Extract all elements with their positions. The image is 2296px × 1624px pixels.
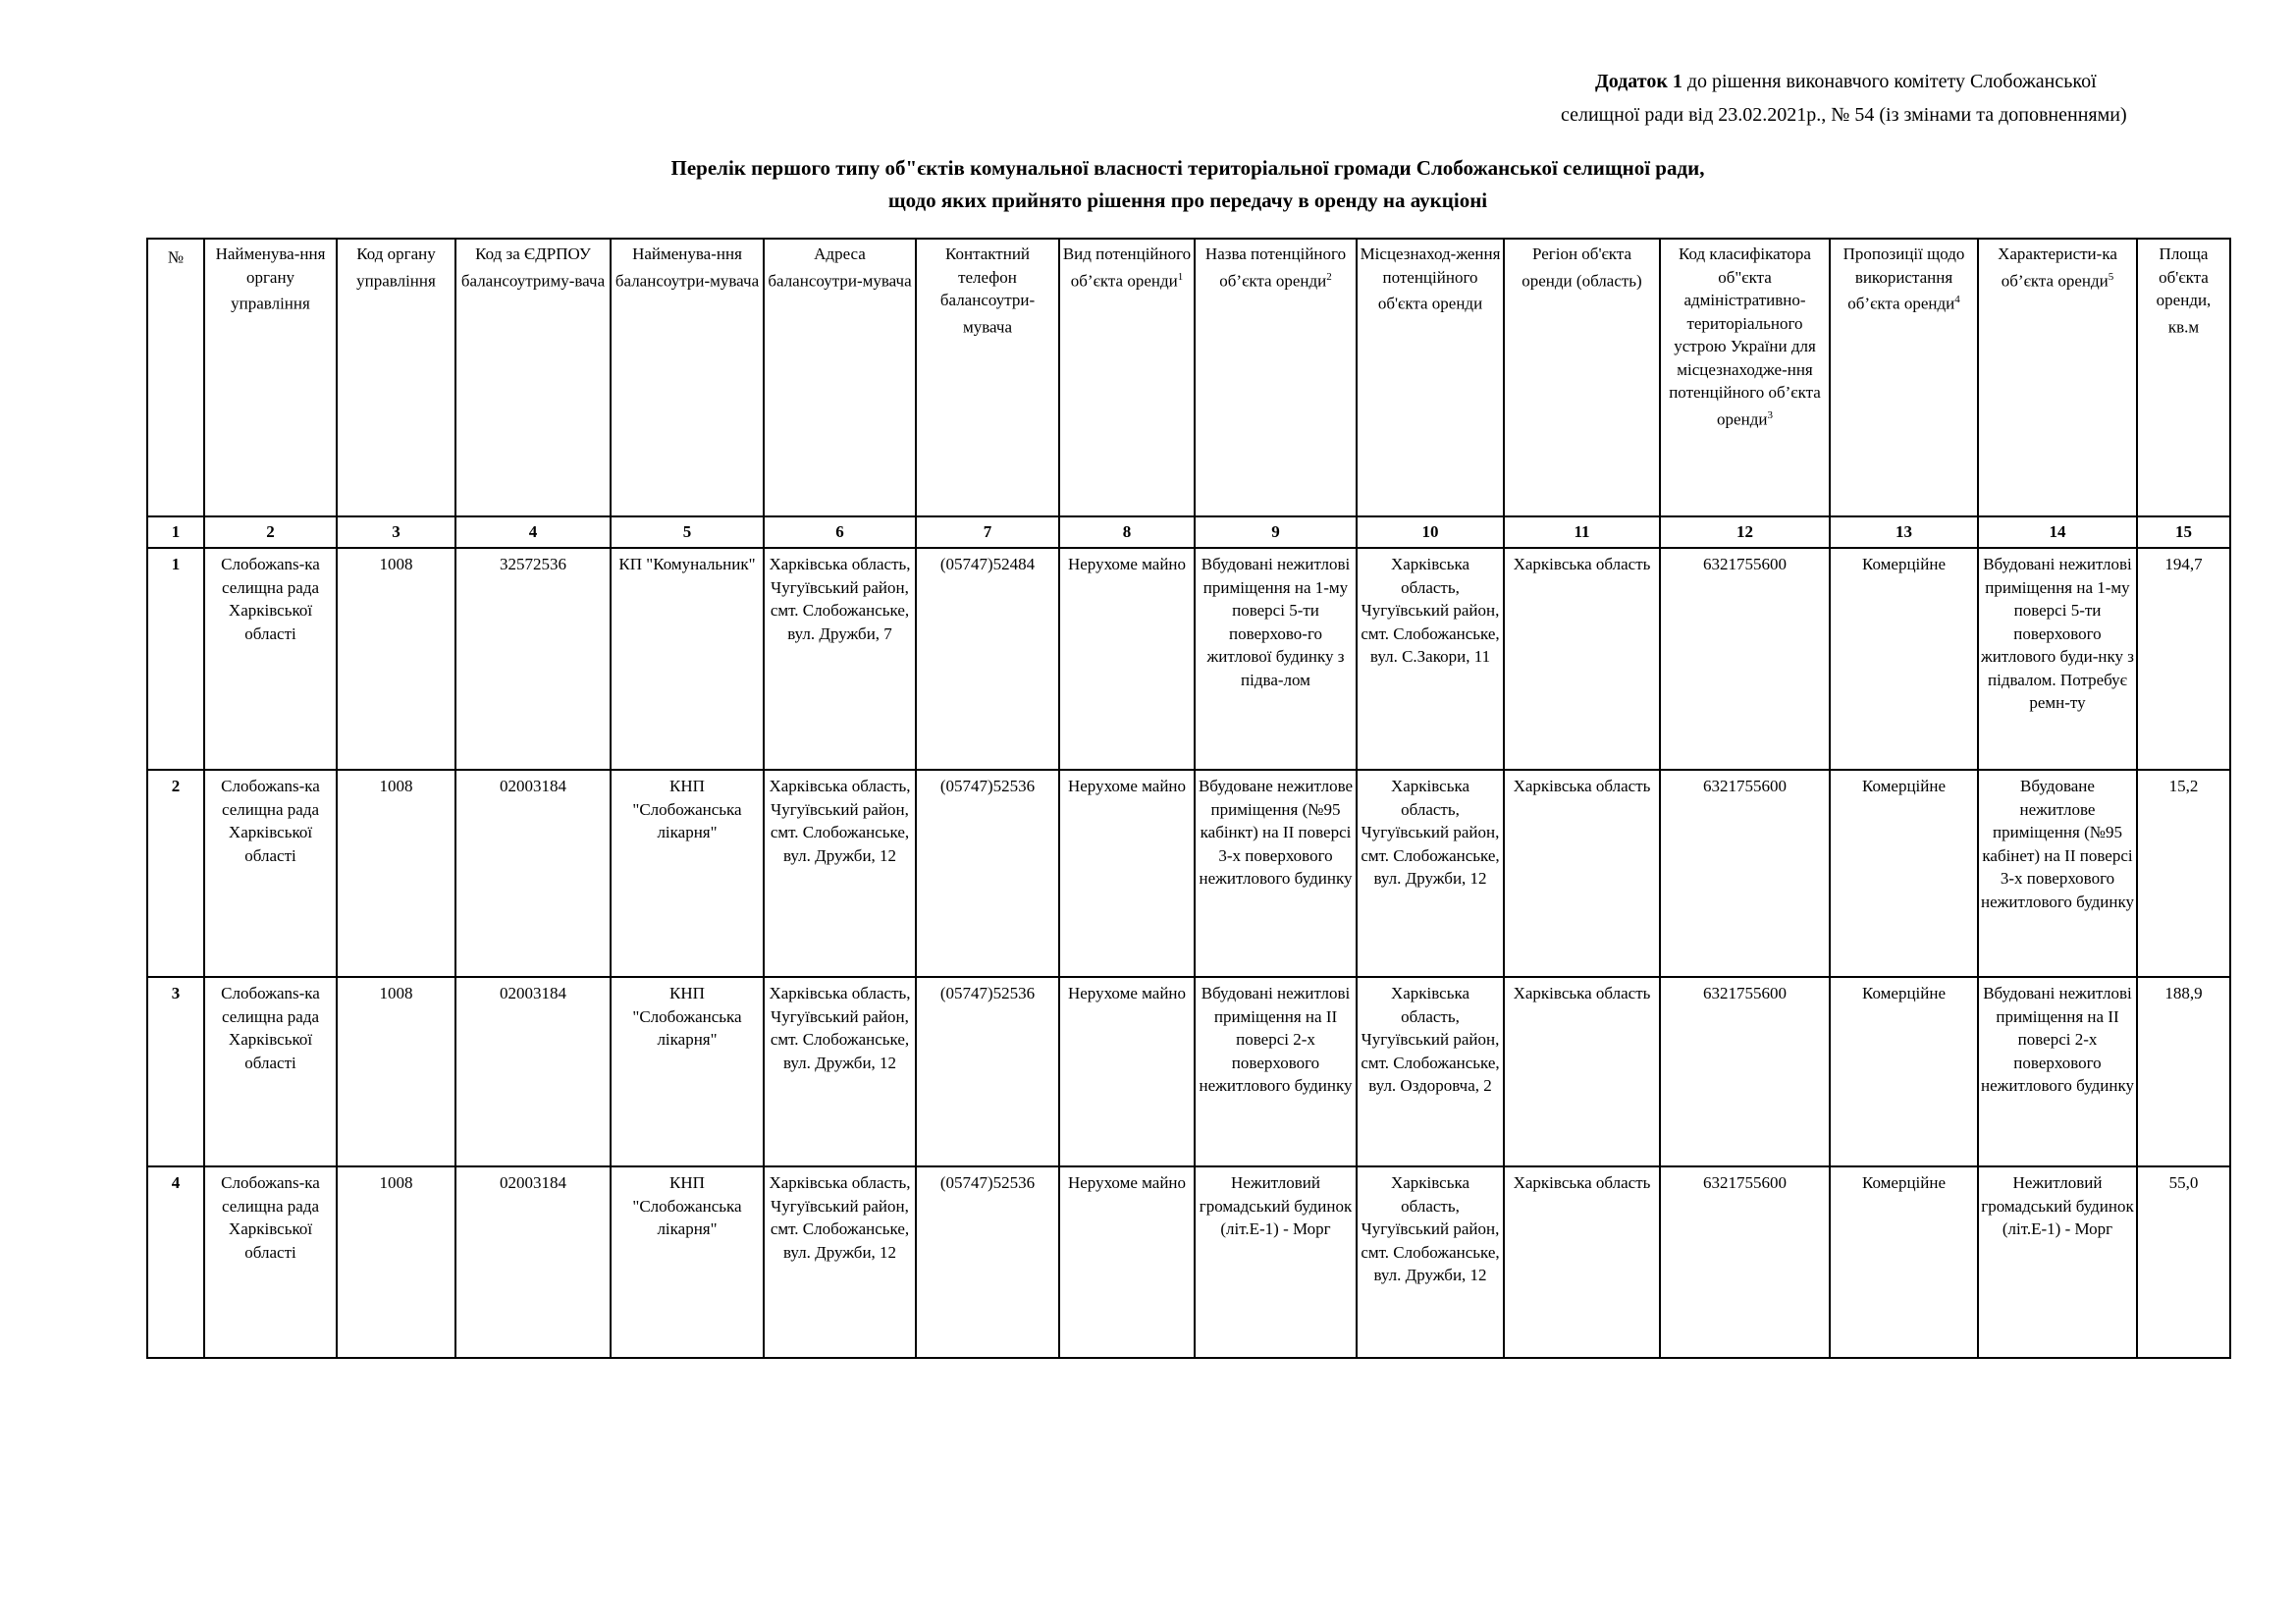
cell-edrpou: 02003184 [455, 977, 611, 1166]
cell-koatuu: 6321755600 [1660, 770, 1830, 977]
col-header-holder-address: Адреса балансоутри-мувача [764, 239, 916, 516]
column-number: 11 [1504, 516, 1660, 548]
col-header-area: Площа об'єкта оренди, кв.м [2137, 239, 2230, 516]
column-number: 9 [1195, 516, 1357, 548]
document-title-line-1: Перелік першого типу об"єктів комунальної власності територіальної громади Слобожанської селищної ради, [670, 156, 1705, 180]
col-header-org-code: Код органу управління [337, 239, 455, 516]
cell-proposal: Комерційне [1830, 770, 1978, 977]
cell-org-code: 1008 [337, 548, 455, 770]
cell-holder-address: Харківська область, Чугуївський район, смт. Слобожанське, вул. Дружби, 12 [764, 770, 916, 977]
appendix-label: Додаток 1 [1595, 71, 1682, 92]
col-header-edrpou: Код за ЄДРПОУ балансоутриму-вача [455, 239, 611, 516]
col-header-proposal: Пропозиції щодо використання об’єкта оренди$^4$ [1830, 239, 1978, 516]
cell-edrpou: 02003184 [455, 1166, 611, 1358]
cell-phone: (05747)52536 [916, 770, 1059, 977]
cell-org-name: Слобожans-ка селищна рада Харківської області [204, 548, 337, 770]
col-header-phone: Контактний телефон балансоутри-мувача [916, 239, 1059, 516]
cell-area: 194,7 [2137, 548, 2230, 770]
header-row [147, 239, 2230, 516]
column-number: 13 [1830, 516, 1978, 548]
document-title-line-2: щодо яких прийнято рішення про передачу в оренду на аукціоні [887, 189, 1488, 212]
cell-no: 1 [147, 548, 204, 770]
objects-table [146, 238, 2231, 1359]
cell-region: Харківська область [1504, 548, 1660, 770]
cell-proposal: Комерційне [1830, 548, 1978, 770]
cell-characteristic: Вбудовані нежитлові приміщення на II поверсі 2-х поверхового нежитлового будинку [1978, 977, 2137, 1166]
cell-holder-address: Харківська область, Чугуївський район, смт. Слобожанське, вул. Дружби, 7 [764, 548, 916, 770]
column-number: 10 [1357, 516, 1504, 548]
cell-object-name: Нежитловий громадський будинок (літ.Е-1) - Морг [1195, 1166, 1357, 1358]
cell-proposal: Комерційне [1830, 977, 1978, 1166]
cell-area: 55,0 [2137, 1166, 2230, 1358]
col-header-location: Місцезнаход-ження потенційного об'єкта оренди [1357, 239, 1504, 516]
col-header-koatuu: Код класифікатора об"єкта адміністративно-територіального устрою України для місцезнаходже-ння потенційного об’єкта оренди$^3$ [1660, 239, 1830, 516]
cell-area: 188,9 [2137, 977, 2230, 1166]
col-header-characteristic: Характеристи-ка об’єкта оренди$^5$ [1978, 239, 2137, 516]
col-header-type: Вид потенційного об’єкта оренди$^1$ [1059, 239, 1195, 516]
table-row [147, 548, 2230, 770]
column-number-row [147, 516, 2230, 548]
cell-phone: (05747)52484 [916, 548, 1059, 770]
cell-location: Харківська область, Чугуївський район, смт. Слобожанське, вул. Дружби, 12 [1357, 770, 1504, 977]
appendix-note [1561, 65, 2248, 132]
cell-edrpou: 02003184 [455, 770, 611, 977]
cell-koatuu: 6321755600 [1660, 548, 1830, 770]
column-number: 7 [916, 516, 1059, 548]
cell-characteristic: Вбудоване нежитлове приміщення (№95 кабінет) на II поверсі 3-х поверхового нежитлового будинку [1978, 770, 2137, 977]
cell-location: Харківська область, Чугуївський район, смт. Слобожанське, вул. С.Закори, 11 [1357, 548, 1504, 770]
cell-holder-address: Харківська область, Чугуївський район, смт. Слобожанське, вул. Дружби, 12 [764, 1166, 916, 1358]
appendix-line-1 [1561, 65, 2248, 98]
cell-type: Нерухоме майно [1059, 977, 1195, 1166]
document-title [147, 152, 2228, 217]
col-header-org-name: Найменува-ння органу управління [204, 239, 337, 516]
cell-holder-name: КП "Комунальник" [611, 548, 764, 770]
column-number: 15 [2137, 516, 2230, 548]
cell-region: Харківська область [1504, 977, 1660, 1166]
column-number: 14 [1978, 516, 2137, 548]
col-header-region: Регіон об'єкта оренди (область) [1504, 239, 1660, 516]
cell-holder-name: КНП "Слобожанська лікарня" [611, 770, 764, 977]
column-number: 4 [455, 516, 611, 548]
cell-holder-name: КНП "Слобожанська лікарня" [611, 977, 764, 1166]
cell-location: Харківська область, Чугуївський район, смт. Слобожанське, вул. Оздоровча, 2 [1357, 977, 1504, 1166]
cell-object-name: Вбудовані нежитлові приміщення на 1-му поверсі 5-ти поверхово-го житлової будинку з підва-лом [1195, 548, 1357, 770]
appendix-line-1-text: до рішення виконавчого комітету Слобожанської [1682, 71, 2097, 92]
cell-no: 3 [147, 977, 204, 1166]
column-number: 1 [147, 516, 204, 548]
cell-no: 4 [147, 1166, 204, 1358]
cell-type: Нерухоме майно [1059, 548, 1195, 770]
cell-org-code: 1008 [337, 770, 455, 977]
cell-location: Харківська область, Чугуївський район, смт. Слобожанське, вул. Дружби, 12 [1357, 1166, 1504, 1358]
col-header-holder-name: Найменува-ння балансоутри-мувача [611, 239, 764, 516]
column-number: 2 [204, 516, 337, 548]
table-row [147, 770, 2230, 977]
col-header-no: № [147, 239, 204, 516]
col-header-object-name: Назва потенційного об’єкта оренди$^2$ [1195, 239, 1357, 516]
appendix-line-2: селищної ради від 23.02.2021р., № 54 (із змінами та доповненнями) [1561, 104, 2127, 126]
cell-area: 15,2 [2137, 770, 2230, 977]
column-number: 6 [764, 516, 916, 548]
column-number: 8 [1059, 516, 1195, 548]
cell-no: 2 [147, 770, 204, 977]
cell-phone: (05747)52536 [916, 1166, 1059, 1358]
column-number: 3 [337, 516, 455, 548]
cell-edrpou: 32572536 [455, 548, 611, 770]
cell-object-name: Вбудовані нежитлові приміщення на II поверсі 2-х поверхового нежитлового будинку [1195, 977, 1357, 1166]
cell-holder-address: Харківська область, Чугуївський район, смт. Слобожанське, вул. Дружби, 12 [764, 977, 916, 1166]
cell-org-name: Слобожans-ка селищна рада Харківської області [204, 977, 337, 1166]
cell-characteristic: Вбудовані нежитлові приміщення на 1-му поверсі 5-ти поверхового житлового буди-нку з підвалом. Потребує ремн-ту [1978, 548, 2137, 770]
cell-object-name: Вбудоване нежитлове приміщення (№95 кабінкт) на II поверсі 3-х поверхового нежитлового будинку [1195, 770, 1357, 977]
column-number: 12 [1660, 516, 1830, 548]
cell-org-name: Слобожans-ка селищна рада Харківської області [204, 770, 337, 977]
cell-org-code: 1008 [337, 977, 455, 1166]
cell-proposal: Комерційне [1830, 1166, 1978, 1358]
table-row [147, 977, 2230, 1166]
cell-type: Нерухоме майно [1059, 1166, 1195, 1358]
cell-org-name: Слобожans-ка селищна рада Харківської області [204, 1166, 337, 1358]
cell-org-code: 1008 [337, 1166, 455, 1358]
cell-holder-name: КНП "Слобожанська лікарня" [611, 1166, 764, 1358]
cell-koatuu: 6321755600 [1660, 977, 1830, 1166]
cell-region: Харківська область [1504, 770, 1660, 977]
cell-phone: (05747)52536 [916, 977, 1059, 1166]
table-row [147, 1166, 2230, 1358]
cell-type: Нерухоме майно [1059, 770, 1195, 977]
cell-koatuu: 6321755600 [1660, 1166, 1830, 1358]
column-number: 5 [611, 516, 764, 548]
cell-characteristic: Нежитловий громадський будинок (літ.Е-1) - Морг [1978, 1166, 2137, 1358]
cell-region: Харківська область [1504, 1166, 1660, 1358]
